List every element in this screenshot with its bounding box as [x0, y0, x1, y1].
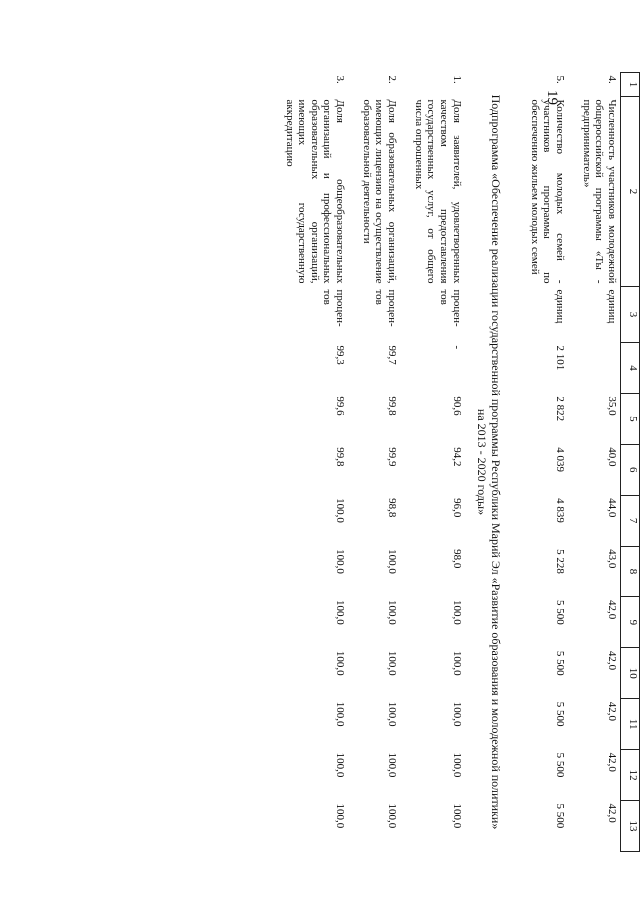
unit-cell: процен-тов [437, 289, 463, 327]
gap-cell [400, 73, 410, 852]
unit-cell: процен-тов [373, 289, 398, 327]
value-cell: 5 500 [554, 752, 567, 778]
table-row [578, 73, 620, 852]
value-cell: - [450, 345, 463, 350]
value-cell: 100,0 [334, 599, 347, 625]
row-number: 1. [450, 75, 463, 84]
value-cell: 99,3 [334, 345, 347, 365]
value-cell: 42,0 [606, 752, 618, 772]
value-cell: 100,0 [386, 701, 398, 727]
value-cell: 5 228 [554, 549, 567, 574]
value-cell: 2 822 [554, 396, 567, 422]
value-cell: 4 039 [554, 447, 567, 473]
value-cell: 100,0 [386, 650, 398, 676]
header-cell: 9 [621, 597, 640, 648]
header-cell: 11 [621, 699, 640, 750]
value-cell: 42,0 [606, 599, 618, 620]
value-cell: 100,0 [386, 803, 398, 829]
header-cell: 4 [621, 343, 640, 394]
header-cell: 10 [621, 648, 640, 699]
table-row [358, 73, 400, 852]
value-cell: 100,0 [450, 701, 463, 727]
gap-cell [568, 73, 578, 852]
header-cell: 3 [621, 287, 640, 343]
value-cell: 44,0 [606, 498, 618, 518]
value-cell: 100,0 [386, 752, 398, 778]
value-cell: 40,0 [606, 447, 618, 467]
value-cell: 99,8 [334, 447, 347, 467]
gap-cell [516, 73, 526, 852]
value-cell: 100,0 [386, 599, 398, 625]
value-cell: 99,8 [386, 396, 398, 416]
value-cell: 100,0 [334, 549, 347, 574]
value-cell: 98,0 [450, 549, 463, 569]
subprogram-title: Подпрограмма «Обеспечение реализации государственной программы Республики Марий Эл «Развитие образования и молодежной политики» на 2013 - 2020 годы» [475, 94, 504, 830]
unit-cell: процен-тов [321, 289, 347, 327]
value-cell: 2 101 [554, 345, 567, 371]
indicator-name: Доля заявителей, удовлетворенных качеством предоставления государственных услуг, от общего числа опрошенных [412, 99, 463, 284]
value-cell: 35,0 [606, 396, 618, 416]
row-gap [400, 73, 410, 852]
table-row [526, 73, 568, 852]
page-number: 19 [544, 90, 560, 105]
value-cell: 100,0 [450, 599, 463, 625]
table-body [271, 73, 621, 852]
indicator-name: Количество молодых семей - участников программы по обеспечению жильем молодых семей [528, 99, 567, 284]
row-gap [568, 73, 578, 852]
row-number: 5. [554, 75, 567, 84]
value-cell: 98,8 [386, 498, 398, 518]
value-cell: 99,7 [386, 345, 398, 365]
header-cell: 7 [621, 495, 640, 546]
header-cell: 5 [621, 393, 640, 444]
row-gap [516, 73, 526, 852]
indicator-name: Доля образовательных организаций, имеющих лицензию на осуществление образовательной деятельности [360, 99, 398, 284]
value-cell: 100,0 [334, 752, 347, 778]
header-cell: 6 [621, 444, 640, 495]
value-cell: 100,0 [450, 803, 463, 829]
row-number: 4. [606, 75, 618, 84]
value-cell: 100,0 [334, 701, 347, 727]
value-cell: 4 839 [554, 498, 567, 523]
rotated-table-area [100, 72, 640, 852]
gap-cell [348, 73, 358, 852]
subprogram-row [465, 73, 517, 852]
value-cell: 100,0 [450, 650, 463, 676]
value-cell: 99,9 [386, 447, 398, 467]
unit-cell: единиц [606, 289, 618, 324]
table-header-row [621, 73, 640, 852]
header-cell: 1 [621, 73, 640, 97]
value-cell: 5 500 [554, 650, 567, 676]
value-cell: 100,0 [334, 498, 347, 523]
value-cell: 90,6 [450, 396, 463, 416]
value-cell: 100,0 [450, 752, 463, 778]
value-cell: 43,0 [606, 549, 618, 569]
value-cell: 94,2 [450, 447, 463, 467]
value-cell: 100,0 [386, 549, 398, 574]
header-cell: 13 [621, 801, 640, 852]
value-cell: 100,0 [334, 803, 347, 829]
row-gap [271, 73, 281, 852]
indicator-name: Численность участников молодежной общероссийской программы «Ты - предприниматель» [580, 99, 618, 284]
value-cell: 5 500 [554, 701, 567, 727]
header-cell: 2 [621, 97, 640, 287]
row-gap [348, 73, 358, 852]
indicator-name: Доля общеобразовательных организаций и профессиональных образовательных организаций, имеющих государственную аккредитацию [283, 99, 347, 284]
value-cell: 5 500 [554, 803, 567, 829]
indicators-table [271, 72, 640, 852]
row-number: 2. [386, 75, 398, 84]
value-cell: 100,0 [334, 650, 347, 676]
value-cell: 42,0 [606, 650, 618, 671]
unit-cell: единиц [554, 289, 567, 324]
header-cell: 8 [621, 546, 640, 597]
value-cell: 99,6 [334, 396, 347, 416]
header-cell: 12 [621, 750, 640, 801]
value-cell: 5 500 [554, 599, 567, 625]
table-row [410, 73, 465, 852]
row-number: 3. [334, 75, 347, 84]
value-cell: 42,0 [606, 701, 618, 721]
value-cell [578, 343, 620, 394]
value-cell: 42,0 [606, 803, 618, 823]
gap-cell [271, 73, 281, 852]
table-row [281, 73, 348, 852]
value-cell: 96,0 [450, 498, 463, 518]
